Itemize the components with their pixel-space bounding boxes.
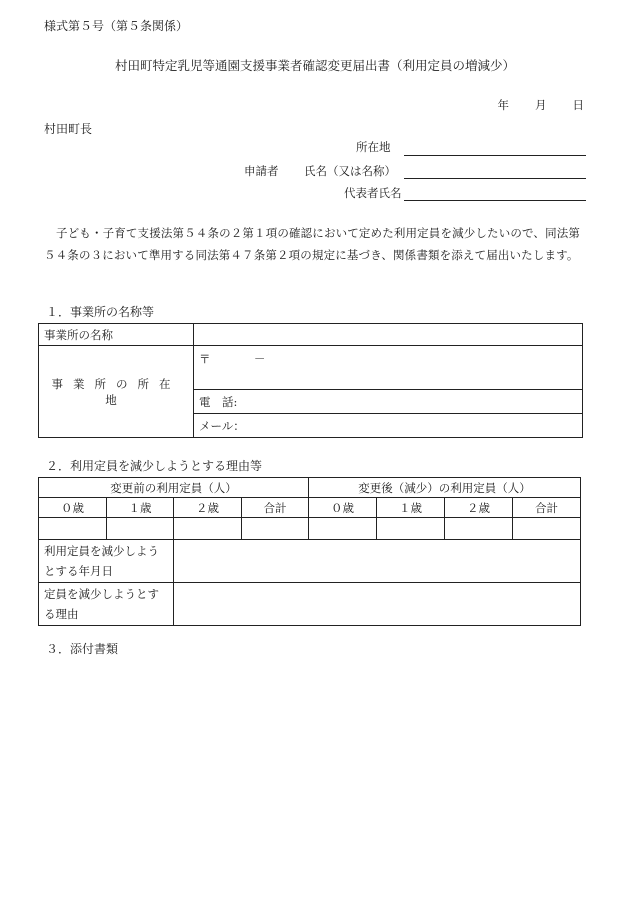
representative-label: 代表者氏名 [344,186,402,200]
phone-label: 電 話: [199,394,238,409]
section2-heading: ２．利用定員を減少しようとする理由等 [46,459,263,473]
age-header-before-1: １歳 [107,498,174,518]
name-label: 氏名（又は名称） [304,164,396,178]
date-line [498,100,585,112]
name-field[interactable] [404,178,586,179]
form-number: 様式第５号（第５条関係） [44,19,189,33]
age-header-before-2: ２歳 [174,498,242,518]
capacity-before-header: 変更前の利用定員（人） [39,478,309,498]
capacity-after-header: 変更後（減少）の利用定員（人） [309,478,581,498]
capacity-before-1-field[interactable] [107,518,174,540]
address-label: 所在地 [356,140,391,154]
section3-heading: ３．添付書類 [46,642,119,656]
reduction-date-field[interactable] [174,540,581,583]
age-header-after-1: １歳 [377,498,445,518]
mail-field[interactable] [194,414,583,438]
age-header-after-total: 合計 [513,498,581,518]
section1-heading: １．事業所の名称等 [46,305,155,319]
addressee: 村田町長 [44,122,93,136]
capacity-after-total-field[interactable] [513,518,581,540]
postal-mark: 〒 [199,352,211,366]
phone-field[interactable] [194,390,583,414]
reduction-reason-label-line2: る理由 [44,607,79,621]
representative-field[interactable] [404,200,586,201]
reduction-date-label-line1: 利用定員を減少しよう [44,544,159,558]
capacity-after-0-field[interactable] [309,518,377,540]
age-header-after-0: ０歳 [309,498,377,518]
capacity-before-2-field[interactable] [174,518,242,540]
age-header-after-2: ２歳 [445,498,513,518]
capacity-table [38,477,581,626]
facility-address-label: 事業所の所在地 [39,346,194,438]
reduction-reason-label [39,583,174,626]
reduction-reason-label-line1: 定員を減少しようとす [44,587,159,601]
reduction-date-label-line2: とする年月日 [44,564,113,578]
capacity-before-0-field[interactable] [39,518,107,540]
document-title: 村田町特定乳児等通園支援事業者確認変更届出書（利用定員の増減少） [114,58,515,73]
reduction-date-label [39,540,174,583]
facility-name-label: 事業所の名称 [39,324,194,346]
age-header-before-0: ０歳 [39,498,107,518]
address-field[interactable] [404,155,586,156]
reduction-reason-field[interactable] [174,583,581,626]
postal-dash: － [253,352,266,366]
postal-code-field[interactable] [194,346,583,390]
date-month-label: 月 [535,98,547,112]
capacity-before-total-field[interactable] [242,518,309,540]
facility-name-field[interactable] [194,324,583,346]
mail-label: メール： [199,418,245,433]
date-year-label: 年 [497,98,509,112]
facility-table [38,323,583,438]
applicant-role-label: 申請者 [244,164,279,178]
date-day-label: 日 [572,98,584,112]
age-header-before-total: 合計 [242,498,309,518]
body-paragraph: 子ども・子育て支援法第５４条の２第１項の確認において定めた利用定員を減少したいので、同法第５４条の３において準用する同法第４７条第２項の規定に基づき、関係書類を添えて届出いたします。 [44,226,581,262]
capacity-after-1-field[interactable] [377,518,445,540]
capacity-after-2-field[interactable] [445,518,513,540]
